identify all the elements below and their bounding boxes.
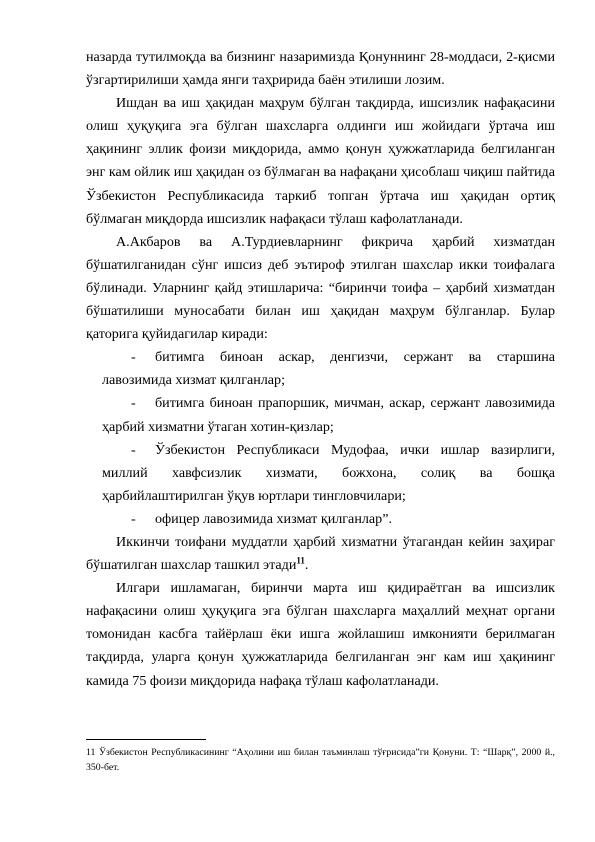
list-item: [86, 346, 555, 392]
paragraph-end-mark: .: [304, 557, 309, 574]
footnote-text: Ўзбекистон Республикасининг “Аҳолини иш билан таъминлаш тўғрисида”ги Қонуни. Т: “Шарқ”, 2000 й., 350-бет.: [86, 747, 555, 773]
list-item-text: битимга биноан прапоршик, мичман, аскар, сержант лавозимида ҳарбий хизматни ўтаган хотин-қизлар;: [102, 395, 555, 435]
footnote-separator: [86, 739, 206, 740]
paragraph-continuation: назарда тутилмоқда ва бизнинг назаримизда Қонуннинг 28-моддаси, 2-қисми ўзгартирилиши ҳамда янги таҳририда баён этилиши лозим.: [86, 49, 555, 89]
document-body: [86, 46, 555, 693]
list-item: [86, 439, 555, 508]
list-marker: -: [131, 349, 136, 366]
list-item-text: офицер лавозимида хизмат қилганлар”.: [155, 510, 392, 527]
footnote: [86, 745, 555, 775]
list-marker: -: [131, 510, 136, 527]
paragraph-second-category-text: Иккинчи тоифани муддатли ҳарбий хизматни ўтагандан кейин заҳираг бўшатилган шахслар ташкил этади: [86, 533, 555, 574]
paragraph-unemployment-benefit: Ишдан ва иш ҳақидан маҳрум бўлган тақдирда, ишсизлик нафақасини олиш ҳуқуқига эга бўлган шахсларга олдинги иш жойидаги ўртача иш ҳақининг эллик фоизи миқдорида, аммо қонун ҳужжатларида белгиланган энг кам ойлик иш ҳақидан оз бўлмаган ва нафақани ҳисоблаш чиқиш пайтида Ўзбекистон Республикасида таркиб топган ўртача иш ҳақидан ортиқ бўлмаган миқдорда ишсизлик нафақаси тўлаш кафолатланади.: [86, 95, 555, 227]
paragraph-second-category: [86, 531, 555, 577]
list-item: [86, 392, 555, 438]
paragraph-first-time-jobseekers: Илгари ишламаган, биринчи марта иш қидираётган ва ишсизлик нафақасини олиш ҳуқуқига эга бўлган шахсларга маҳаллий меҳнат органи томонидан касбга тайёрлаш ёки ишга жойлашиш имконияти берилмаган тақдирда, уларга қонун ҳужжатларида белгиланган энг кам иш ҳақининг камида 75 фоизи миқдорида нафақа тўлаш кафолатланади.: [86, 580, 555, 689]
list-item-text: Ўзбекистон Республикаси Мудофаа, ички ишлар вазирлиги, миллий хавфсизлик хизмати, божхона, солиқ ва бошқа ҳарбийлаштирилган ўқув юртлари тингловчилари;: [102, 441, 555, 504]
list-marker: -: [131, 441, 136, 458]
footnote-number: 11: [86, 747, 96, 758]
list-item-text: битимга биноан аскар, денгизчи, сержант ва старшина лавозимида хизмат қилганлар;: [102, 349, 555, 389]
footnote-reference[interactable]: 11: [296, 555, 305, 566]
list-marker: -: [131, 395, 136, 412]
paragraph-categories-intro: А.Акбаров ва А.Турдиевларнинг фикрича ҳарбий хизматдан бўшатилганидан сўнг ишсиз деб эътироф этилган шахслар икки тоифалага бўлинади. Уларнинг қайд этишларича: “биринчи тоифа – ҳарбий хизматдан бўшатилиши муносабати билан иш ҳақидан маҳрум бўлганлар. Булар қаторига қуйидагилар киради:: [86, 233, 555, 343]
list-item: [86, 508, 555, 531]
